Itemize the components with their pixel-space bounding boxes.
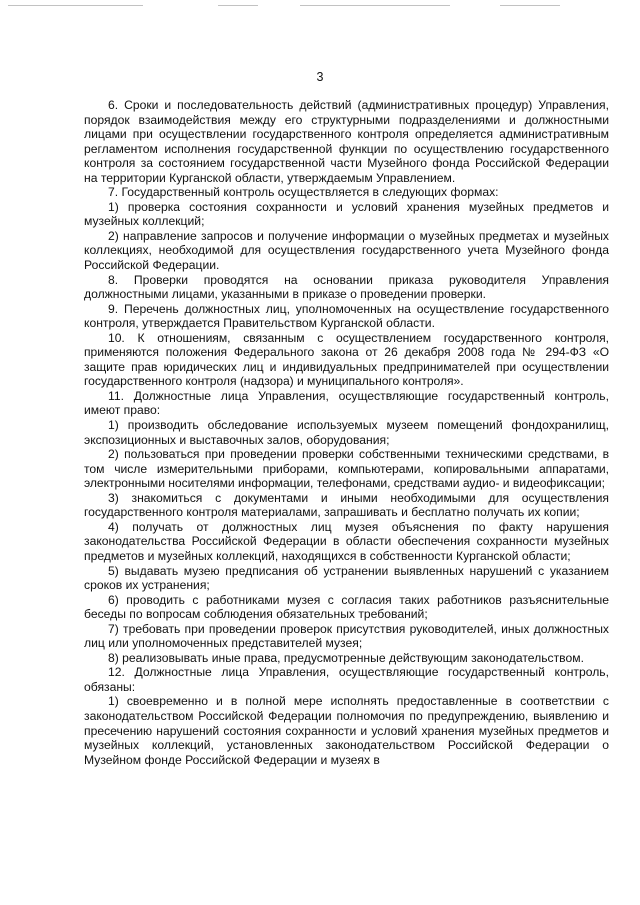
scan-artifact-line (218, 5, 258, 6)
paragraph-11-item-7: 7) требовать при проведении проверок присутствия руководителей, иных должностных лиц или уполномоченных представителей музея; (84, 621, 609, 651)
scan-artifact-line (8, 5, 143, 6)
paragraph-11-item-2: 2) пользоваться при проведении проверки собственными техническими средствами, в том числе измерительными приборами, компьютерами, копировальными аппаратами, электронными носителями информации, телефонами, средствами аудио- и видеофиксации; (84, 447, 609, 491)
paragraph-10: 10. К отношениям, связанным с осуществлением государственного контроля, применяются положения Федерального закона от 26 декабря 2008 года № 294-ФЗ «О защите прав юридических лиц и индивидуальных предпринимателей при осуществлении государственного контроля (надзора) и муниципального контроля». (84, 330, 609, 389)
paragraph-11-item-4: 4) получать от должностных лиц музея объяснения по факту нарушения законодательства Российской Федерации в области обеспечения сохранности музейных предметов и музейных коллекций, находящихся в собственности Курганской области; (84, 519, 609, 563)
paragraph-7-item-2: 2) направление запросов и получение информации о музейных предметах и музейных коллекциях, необходимой для осуществления государственного учета Музейного фонда Российской Федерации. (84, 228, 609, 273)
paragraph-11-item-8: 8) реализовывать иные права, предусмотренные действующим законодательством. (108, 650, 584, 665)
paragraph-11: 11. Должностные лица Управления, осуществляющие государственный контроль, имеют право: (84, 388, 609, 418)
paragraph-7: 7. Государственный контроль осуществляется в следующих формах: (108, 185, 499, 200)
paragraph-6: 6. Сроки и последовательность действий (административных процедур) Управления, порядок взаимодействия между его структурными подразделениями и должностными лицами при осуществлении государственного контроля определяется административным регламентом исполнения государственной функции по осуществлению государственного контроля за состоянием государственной части Музейного фонда Российской Федерации на территории Курганской области, утверждаемым Управлением. (84, 98, 609, 185)
paragraph-9: 9. Перечень должностных лиц, уполномоченных на осуществление государственного контроля, утверждается Правительством Курганской области. (84, 301, 609, 331)
paragraph-12: 12. Должностные лица Управления, осуществляющие государственный контроль, обязаны: (84, 665, 609, 694)
paragraph-7-item-1: 1) проверка состояния сохранности и условий хранения музейных предметов и музейных коллекций; (84, 199, 609, 229)
page-number: 3 (316, 70, 324, 84)
paragraph-11-item-3: 3) знакомиться с документами и иными необходимыми для осуществления государственного контроля материалами, запрашивать и бесплатно получать их копии; (84, 490, 609, 520)
scan-artifact-line (500, 5, 560, 6)
paragraph-11-item-1: 1) производить обследование используемых музеем помещений фондохранилищ, экспозиционных и выставочных залов, оборудования; (84, 418, 609, 447)
scan-artifact-line (300, 5, 450, 6)
paragraph-11-item-5: 5) выдавать музею предписания об устранении выявленных нарушений с указанием сроков их устранения; (84, 563, 609, 593)
paragraph-8: 8. Проверки проводятся на основании приказа руководителя Управления должностными лицами, указанными в приказе о проведении проверки. (84, 272, 609, 302)
paragraph-12-item-1: 1) своевременно и в полной мере исполнять предоставленные в соответствии с законодательством Российской Федерации полномочия по предупреждению, выявлению и пресечению нарушений состояния сохранности и условий хранения музейных предметов и музейных коллекций, установленных законодательством Российской Федерации о Музейном фонде Российской Федерации и музеях в (84, 694, 609, 767)
document-body (84, 98, 609, 767)
paragraph-11-item-6: 6) проводить с работниками музея с согласия таких работников разъяснительные беседы по вопросам соблюдения обязательных требований; (84, 592, 609, 622)
